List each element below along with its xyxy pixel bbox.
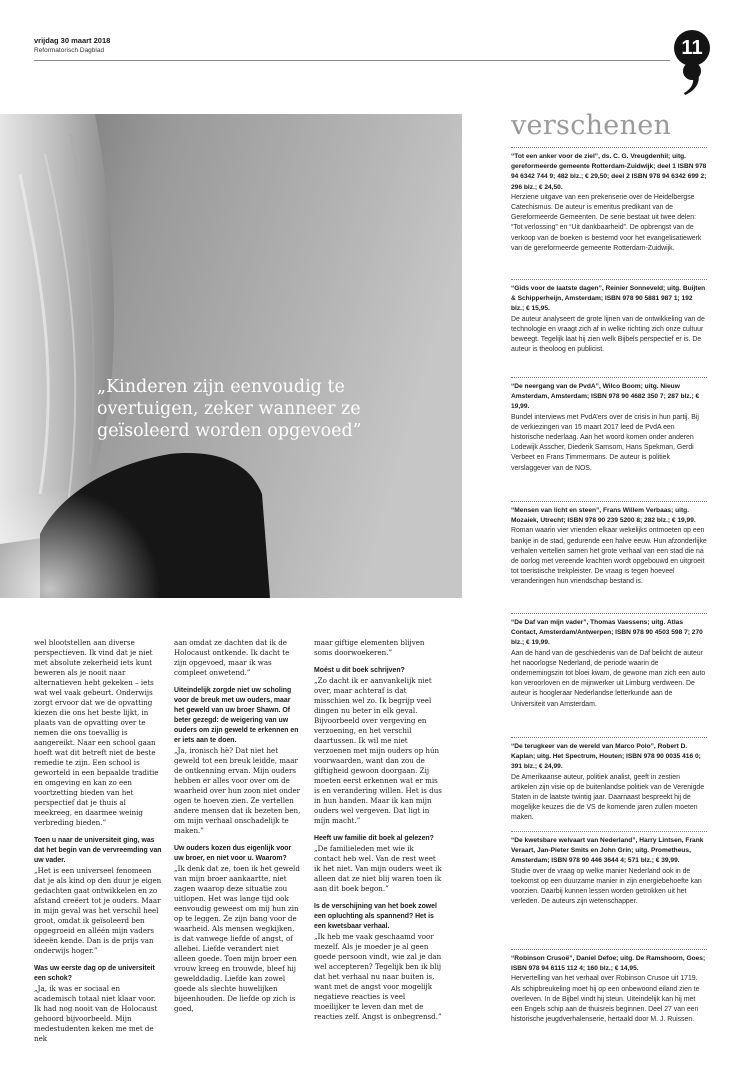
newspaper-name: Reformatorisch Dagblad <box>34 47 105 54</box>
book-separator <box>511 613 707 614</box>
book-description: Hervertelling van het verhaal over Robinson Crusoe uit 1719. Als schipbreukeling moet hij op een onbewoond eiland zien te overleven. In de Bijbel vindt hij steun. Uiteindelijk kan hij met een Engels schip aan de thuisreis beginnen. Deel 27 van een historische jeugdverhalenserie, hertaald door M. J. Ruissen. <box>511 975 700 1024</box>
book-bibliography: “Gids voor de laatste dagen”, Reinier Sonneveld; uitg. Buijten & Schipperheijn, Amsterdam; ISBN 978 90 5881 987 1; 192 blz.; € 15,95. <box>511 285 706 313</box>
book-description: Bundel interviews met PvdA’ers over de crisis in hun partij. Bij de verkiezingen van 15 maart 2017 leed de PvdA een historische nederlaag. Aan het woord komen onder anderen Lodewijk Asscher, Diederik Samsom, Hans Spekman, Gerdi Verbeet en Frans Timmermans. De auteur is politiek verslaggever van de NOS. <box>511 413 699 472</box>
book-separator <box>511 949 707 950</box>
book-description: De Amerikaanse auteur, politiek analist, geeft in zestien artikelen zijn visie op de buitenlandse politiek van de Verenigde Staten in de laatste twintig jaar. Daarnaast bespreekt hij de mogelijke keuzes die de VS de komende jaren zullen moeten maken. <box>511 773 705 822</box>
book-separator <box>511 501 707 502</box>
book-item <box>511 147 707 254</box>
interview-question: Was uw eerste dag op de universiteit een schok? <box>34 965 155 982</box>
article-paragraph: „Zo dacht ik er aanvankelijk niet over, maar achteraf is dat misschien wel zo. Ik begrijp veel dingen nu beter in elk geval. Bijvoorbeeld over vergeving en verzoening, en het verschil daartussen. Ik wil me niet verzoenen met mijn ouders op hún voorwaarden, want dan zou de giftigheid gewoon doorgaan. Zij moeten eerst erkennen wat er mis is en verandering willen. Het is dus in hun handen. Maar ik kan mijn ouders wel vergeven. Dat ligt in míjn macht.” <box>314 676 442 825</box>
book-description: Herziene uitgave van een prekenserie over de Heidelbergse Catechismus. De auteur is emeritus predikant van de Gereformeerde Gemeenten. De serie bestaat uit twee delen: “Tot verlossing” en “Uit dankbaarheid”. De opbrengst van de verkoop van de boeken is bestemd voor het evangelisatiewerk van de gereformeerde gemeente Rotterdam-Zuidwijk. <box>511 193 702 252</box>
section-title: verschenen <box>511 110 672 141</box>
book-bibliography: “Tot een anker voor de ziel”, ds. C. G. Vreugdenhil; uitg. gereformeerde gemeente Rotterdam-Zuidwijk; deel 1 ISBN 978 94 6342 744 9; 482 blz.; € 29,50; deel 2 ISBN 978 94 6342 699 2; 296 blz.; € 24,50. <box>511 153 707 191</box>
book-bibliography: “Robinson Crusoë”, Daniel Defoe; uitg. De Ramshoorn, Goes; ISBN 978 94 6115 112 4; 160 blz.; € 14,95. <box>511 955 706 973</box>
book-item <box>511 737 707 824</box>
book-bibliography: “De terugkeer van de wereld van Marco Polo”, Robert D. Kaplan; uitg. Het Spectrum, Houten; ISBN 978 90 0035 416 0; 391 blz.; € 24,99. <box>511 743 701 771</box>
interview-question: Toen u naar de universiteit ging, was dat het begin van de vervreemding van uw vader. <box>34 837 162 864</box>
comma-mark-icon <box>681 62 703 96</box>
article-paragraph: aan omdat ze dachten dat ik de Holocaust ontkende. Ik dacht te zijn opgevoed, maar ik was compleet onwetend.” <box>174 638 290 677</box>
publication-date: vrijdag 30 maart 2018 <box>34 36 111 45</box>
book-item <box>511 831 707 907</box>
article-paragraph: wel blootstellen aan diverse perspectieven. Ik vind dat je niet met absolute zekerheid iets kunt beweren als je nooit naar alternatieven hebt gekeken – iets wat wel vaak gebeurt. Onderwijs zorgt ervoor dat we de opvatting kiezen die ons het beste lijkt, in plaats van de opvatting over te nemen die ons toevallig is aangereikt. Naar een school gaan hoeft wat dit betreft niet de beste remedie te zijn. Een school is geworteld in een bepaalde traditie en omgeving en kan zo een voortzetting bieden van het perspectief dat je thuis al meekreeg, en daarmee weinig verbreding bieden.” <box>34 638 159 827</box>
book-bibliography: “De kwetsbare welvaart van Nederland”, Harry Lintsen, Frank Veraart, Jan-Pieter Smits en John Grin; uitg. Prometheus, Amsterdam; ISBN 978 90 446 3644 4; 571 blz.; € 39,99. <box>511 837 704 865</box>
book-separator <box>511 831 707 832</box>
portrait-photo-graphic <box>0 114 462 598</box>
article-paragraph: „Ik denk dat ze, toen ik het geweld van mijn broer aankaartte, niet zagen waarop deze situatie zou uitlopen. Het was lange tijd ook eenvoudig geweest om mij hun zin op te leggen. Ze zijn bang voor de waarheid. Als mensen wegkijken, is dat vanwege liefde of angst, of allebei. Liefde verandert niet alleen goede. Toen mijn broer een vrouw kreeg en trouwde, bleef hij gewelddadig. Liefde kan zowel goede als slechte huwelijken bijeenhouden. De liefde op zich is goed, <box>174 864 300 1013</box>
interview-question: Uiteindelijk zorgde niet uw scholing voor de breuk met uw ouders, maar het geweld van uw broer Shawn. Of beter gezegd: de weigering van uw ouders om zijn geweld te erkennen en er iets aan te doen. <box>174 687 299 744</box>
book-item <box>511 613 707 710</box>
header-divider <box>34 60 670 61</box>
article-column-2 <box>174 638 302 1022</box>
book-separator <box>511 737 707 738</box>
article-paragraph: „Ik heb me vaak geschaamd voor mezelf. Als je moeder je al geen goede persoon vindt, wie zal je dan wel accepteren? Tegelijk ben ik blij dat het verhaal nu naar buiten is, want met de angst voor mogelijk negatieve reacties is veel moeilijker te leven dan met de reacties zelf. Angst is onbegrensd.” <box>314 932 442 1021</box>
portrait-photo <box>0 114 462 598</box>
book-separator <box>511 147 707 148</box>
pull-quote: „Kinderen zijn eenvoudig te overtuigen, zeker wanneer ze geïsoleerd worden opgevoed” <box>97 377 362 441</box>
interview-question: Heeft uw familie dit boek al gelezen? <box>314 835 434 842</box>
book-bibliography: “Mensen van licht en steen”, Frans Willem Verbaas; uitg. Mozaiek, Utrecht; ISBN 978 90 239 5200 8; 282 blz.; € 19,99. <box>511 507 696 525</box>
interview-question: Uw ouders kozen dus eigenlijk voor uw broer, en niet voor u. Waarom? <box>174 845 292 862</box>
article-paragraph: „De familieleden met wie ik contact heb wel. Van de rest weet ik het niet. Van mijn ouders weet ik alleen dat ze niet blij waren toen ik aan dit boek begon.” <box>314 844 442 893</box>
page-header <box>34 36 110 55</box>
book-description: Aan de hand van de geschiedenis van de Daf belicht de auteur het naoorlogse Nederland, de periode waarin de ondernemingszin tot bloei kwam, de gewone man zich een auto kon veroorloven en de mijnwerker uit Limburg verdween. De auteur is hoogleraar Nederlandse letterkunde aan de Universiteit van Amsterdam. <box>511 649 706 708</box>
article-column-3 <box>314 638 442 1030</box>
article-paragraph: „Ja, ik was er sociaal en academisch totaal niet klaar voor. Ik had nog nooit van de Holocaust gehoord bijvoorbeeld. Mijn medestudenten keken me met de nek <box>34 984 158 1043</box>
article-paragraph: „Het is een universeel fenomeen dat je als kind op den duur je eigen gedachten gaat ontwikkelen en zo afstand creëert tot je ouders. Maar in mijn geval was het verschil heel groot, omdat ik geïsoleerd ben opgegroeid en alléén mijn vaders ideeën kende. Dan is de prijs van onderwijs hoger.” <box>34 866 162 955</box>
book-description: Roman waarin vier vrienden elkaar wekelijks ontmoeten op een bankje in de stad, gedurende een halve eeuw. Hun afzonderlijke verhalen vertellen samen het grote verhaal van een stad die na de oorlog met vereende krachten wordt opgebouwd en uitgroeit tot toeristische trekpleister. De vraag is tegen hoeveel veranderingen hun vriendschap bestand is. <box>511 527 707 586</box>
interview-question: Moést u dit boek schrijven? <box>314 667 405 674</box>
book-separator <box>511 377 707 378</box>
article-paragraph: „Ja, ironisch hè? Dat niet het geweld tot een breuk leidde, maar de ontkenning ervan. Mijn ouders hebben er alles voor over om de waarheid over hun zoon niet onder ogen te hoeven zien. Ze vertellen andere mensen dat ik bezeten ben, om mijn verhaal onschadelijk te maken.” <box>174 746 301 835</box>
book-bibliography: “De Daf van mijn vader”, Thomas Vaessens; uitg. Atlas Contact, Amsterdam/Antwerpen; ISBN 978 90 4503 598 7; 270 blz.; € 19,99. <box>511 619 703 647</box>
article-paragraph: maar giftige elementen blijven soms doorwoekeren.” <box>314 638 425 657</box>
book-description: Studie over de vraag op welke manier Nederland ook in de toekomst op een duurzame manier in zijn energiebehoefte kan voorzien. Daarbij kunnen lessen worden getrokken uit het verleden. De auteurs zijn wetenschapper. <box>511 867 702 906</box>
interview-question: Is de verschijning van het boek zowel een opluchting als spannend? Het is een kwetsbaar verhaal. <box>314 903 437 930</box>
book-description: De auteur analyseert de grote lijnen van de ontwikkeling van de technologie en vraagt zich af in welke richting zich onze cultuur beweegt. Tegelijk laat hij zien welk Bijbels perspectief er is. De auteur is theoloog en publicist. <box>511 315 705 354</box>
page-number-badge: 11 <box>674 30 710 66</box>
book-bibliography: “De neergang van de PvdA”, Wilco Boom; uitg. Nieuw Amsterdam, Amsterdam; ISBN 978 90 4682 350 7; 287 blz.; € 19,99. <box>511 383 700 411</box>
book-item <box>511 949 707 1025</box>
book-item <box>511 377 707 474</box>
book-separator <box>511 279 707 280</box>
article-column-1 <box>34 638 162 1052</box>
book-item <box>511 279 707 355</box>
book-item <box>511 501 707 588</box>
